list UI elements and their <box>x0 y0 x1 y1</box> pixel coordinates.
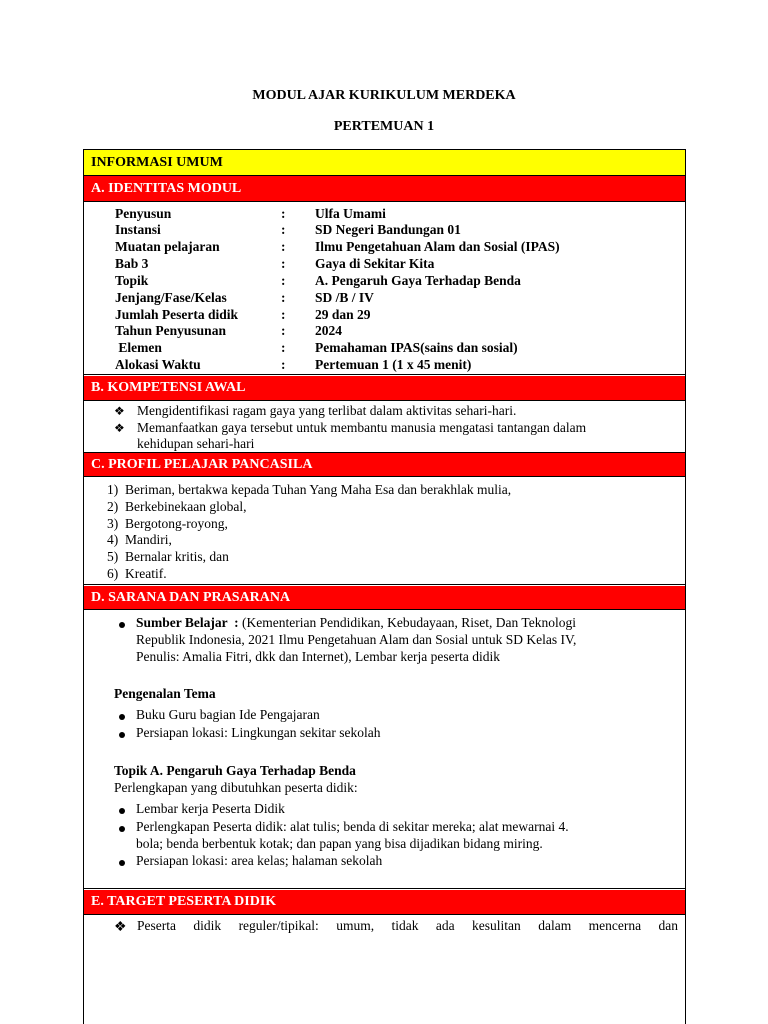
sumber-belajar-continued: Penulis: Amalia Fitri, dkk dan Internet), Lembar kerja peserta didik <box>136 649 501 664</box>
profil-item: 4) Mandiri, <box>107 532 172 547</box>
sumber-belajar-label: Sumber Belajar : <box>136 615 239 630</box>
bullet-icon <box>119 860 125 866</box>
section-d-label: D. SARANA DAN PRASARANA <box>91 589 291 605</box>
identitas-label: Elemen <box>115 340 162 355</box>
identitas-colon: : <box>281 323 286 338</box>
sumber-belajar-value: (Kementerian Pendidikan, Kebudayaan, Riset, Dan Teknologi <box>238 615 576 630</box>
bullet-icon <box>119 622 125 628</box>
sumber-belajar <box>136 615 576 631</box>
section-c-label: C. PROFIL PELAJAR PANCASILA <box>91 456 313 472</box>
bullet-icon <box>119 714 125 720</box>
document-title: MODUL AJAR KURIKULUM MERDEKA <box>252 88 516 103</box>
identitas-colon: : <box>281 239 286 254</box>
identitas-colon: : <box>281 222 286 237</box>
profil-item: 5) Bernalar kritis, dan <box>107 549 229 564</box>
pengenalan-tema-title: Pengenalan Tema <box>114 686 216 701</box>
identitas-label: Alokasi Waktu <box>115 357 201 372</box>
topik-item: Persiapan lokasi: area kelas; halaman sekolah <box>136 853 383 868</box>
target-word: mencerna <box>588 918 642 933</box>
topik-item: Perlengkapan Peserta didik: alat tulis; benda di sekitar mereka; alat mewarnai 4. <box>136 819 569 834</box>
topik-item: Lembar kerja Peserta Didik <box>136 801 285 816</box>
target-word: ada <box>435 918 455 933</box>
target-word: umum, <box>336 918 375 933</box>
identitas-value: Ulfa Umami <box>315 206 386 221</box>
informasi-umum-label: INFORMASI UMUM <box>91 154 223 170</box>
identitas-colon: : <box>281 206 286 221</box>
kompetensi-item: Memanfaatkan gaya tersebut untuk membantu manusia mengatasi tantangan dalam <box>137 420 587 435</box>
identitas-colon: : <box>281 290 286 305</box>
diamond-bullet-icon: ❖ <box>114 404 125 418</box>
divider <box>84 888 685 889</box>
section-c-header <box>84 452 685 477</box>
identitas-colon: : <box>281 307 286 322</box>
identitas-label: Instansi <box>115 222 161 237</box>
section-b-label: B. KOMPETENSI AWAL <box>91 380 246 395</box>
document-subtitle: PERTEMUAN 1 <box>333 119 435 134</box>
target-word: dan <box>658 918 678 933</box>
identitas-value: SD /B / IV <box>315 290 374 305</box>
module-table <box>83 149 686 1024</box>
informasi-umum-header <box>84 150 685 176</box>
target-word: Peserta <box>137 918 176 933</box>
diamond-bullet-icon: ❖ <box>114 421 125 435</box>
kompetensi-item-continued: kehidupan sehari-hari <box>137 436 255 451</box>
sumber-belajar-continued: Republik Indonesia, 2021 Ilmu Pengetahuan Alam dan Sosial untuk SD Kelas IV, <box>136 632 577 647</box>
identitas-colon: : <box>281 273 286 288</box>
topik-title: Topik A. Pengaruh Gaya Terhadap Benda <box>114 763 356 778</box>
bullet-icon <box>119 826 125 832</box>
bullet-icon <box>119 732 125 738</box>
section-a-header <box>84 176 685 202</box>
pengenalan-tema-item: Persiapan lokasi: Lingkungan sekitar sekolah <box>136 725 381 740</box>
bullet-icon <box>119 808 125 814</box>
profil-item: 1) Beriman, bertakwa kepada Tuhan Yang Maha Esa dan berakhlak mulia, <box>107 482 512 497</box>
identitas-label: Tahun Penyusunan <box>115 323 226 338</box>
identitas-value: SD Negeri Bandungan 01 <box>315 222 461 237</box>
target-word: dalam <box>538 918 572 933</box>
target-word: kesulitan <box>472 918 521 933</box>
identitas-label: Bab 3 <box>115 256 149 271</box>
identitas-value: 29 dan 29 <box>315 307 371 322</box>
section-e-header <box>84 890 685 915</box>
target-word: didik <box>193 918 222 933</box>
topik-item-continued: bola; benda berbentuk kotak; dan papan yang bisa dijadikan bidang miring. <box>136 836 543 851</box>
profil-item: 6) Kreatif. <box>107 566 167 581</box>
identitas-label: Penyusun <box>115 206 172 221</box>
identitas-value: Pemahaman IPAS(sains dan sosial) <box>315 340 518 355</box>
identitas-value: Gaya di Sekitar Kita <box>315 256 435 271</box>
identitas-colon: : <box>281 357 286 372</box>
target-line <box>137 918 678 934</box>
identitas-label: Jumlah Peserta didik <box>115 307 239 322</box>
identitas-label: Topik <box>115 273 149 288</box>
pengenalan-tema-item: Buku Guru bagian Ide Pengajaran <box>136 707 320 722</box>
identitas-label: Jenjang/Fase/Kelas <box>115 290 227 305</box>
section-a-label: A. IDENTITAS MODUL <box>91 180 242 196</box>
identitas-value: Ilmu Pengetahuan Alam dan Sosial (IPAS) <box>315 239 560 254</box>
identitas-value: Pertemuan 1 (1 x 45 menit) <box>315 357 472 372</box>
divider <box>84 584 685 585</box>
section-d-header <box>84 586 685 610</box>
target-word: reguler/tipikal: <box>238 918 319 933</box>
kompetensi-item: Mengidentifikasi ragam gaya yang terlibat dalam aktivitas sehari-hari. <box>137 403 517 418</box>
identitas-value: 2024 <box>315 323 342 338</box>
identitas-value: A. Pengaruh Gaya Terhadap Benda <box>315 273 521 288</box>
identitas-colon: : <box>281 256 286 271</box>
section-e-label: E. TARGET PESERTA DIDIK <box>91 894 277 909</box>
target-word: tidak <box>391 918 419 933</box>
topik-intro: Perlengkapan yang dibutuhkan peserta didik: <box>114 780 358 795</box>
identitas-colon: : <box>281 340 286 355</box>
section-b-header <box>84 376 685 401</box>
profil-item: 2) Berkebinekaan global, <box>107 499 247 514</box>
diamond-bullet-icon: ❖ <box>114 920 127 935</box>
divider <box>84 374 685 375</box>
profil-item: 3) Bergotong-royong, <box>107 516 228 531</box>
identitas-label: Muatan pelajaran <box>115 239 220 254</box>
